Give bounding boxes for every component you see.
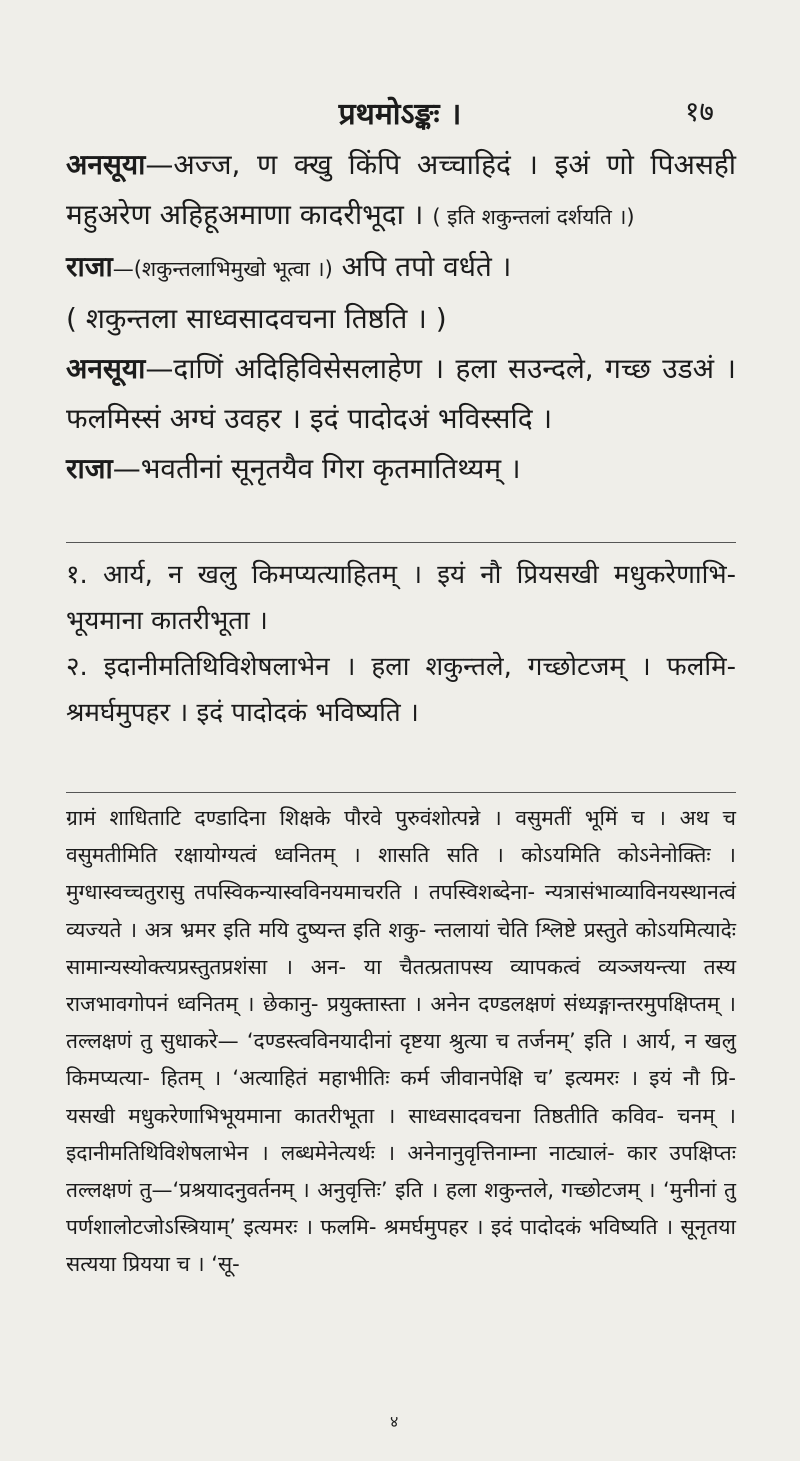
- dialogue-line: [66, 444, 736, 494]
- page-number: १७: [684, 95, 714, 128]
- chaya-item: १. आर्य, न खलु किमप्यत्याहितम् । इयं नौ प्रियसखी मधुकरेणाभि- भूयमाना कातरीभूता ।: [66, 560, 736, 636]
- commentary: [66, 800, 736, 1284]
- speaker-name: राजा: [66, 452, 113, 485]
- sanskrit-chaya: [66, 552, 736, 736]
- commentary-text: ग्रामं शाधिताटि दण्डादिना शिक्षके पौरवे पुरुवंशोत्पन्ने । वसुमतीं भूमिं च । अथ च वसुमतीमिति रक्षायोग्यत्वं ध्वनितम् । शासति सति । कोऽयमिति कोऽनेनोक्तिः । मुग्धास्वच्चतुरासु तपस्विकन्यास्वविनयमाचरति । तपस्विशब्देना- न्यत्रासंभाव्याविनयस्थानत्वं व्यज्यते । अत्र भ्रमर इति मयि दुष्यन्त इति शकु- न्तलायां चेति श्लिष्टे प्रस्तुते कोऽयमित्यादेः सामान्यस्योक्त्यप्रस्तुतप्रशंसा । अन- या चैतत्प्रतापस्य व्यापकत्वं व्यञ्जयन्त्या तस्य राजभावगोपनं ध्वनितम् । छेकानु- प्रयुक्तास्ता । अनेन दण्डलक्षणं संध्यङ्गान्तरमुपक्षिप्तम् । तल्लक्षणं तु सुधाकरे— ‘दण्डस्त्वविनयादीनां दृष्टया श्रुत्या च तर्जनम्’ इति । आर्य, न खलु किमप्यत्या- हितम् । ‘अत्याहितं महाभीतिः कर्म जीवानपेक्षि च’ इत्यमरः । इयं नौ प्रि- यसखी मधुकरेणाभिभूयमाना कातरीभूता । साध्वसादवचना तिष्ठतीति कविव- चनम् । इदानीमतिथिविशेषलाभेन । लब्धमेनेत्यर्थः । अनेनानुवृत्तिनाम्ना नाट्यालं- कार उपक्षिप्तः तल्लक्षणं तु—‘प्रश्रयादनुवर्तनम् । अनुवृत्तिः’ इति । हला शकुन्तले, गच्छोटजम् । ‘मुनीनां तु पर्णशालोटजोऽस्त्रियाम्’ इत्यमरः । फलमि- श्रमर्घमुपहर । इदं पादोदकं भविष्यति । सूनृतया सत्यया प्रियया च । ‘सू-: [66, 806, 736, 1277]
- drama-dialogue: [66, 140, 736, 494]
- dialogue-text: —दाणिं अदिहिविसेसलाहेण । हला सउन्दले, गच्छ उडअं । फलमिस्सं अग्घं उवहर । इदं पादोदअं भविस्सदि ।: [66, 352, 736, 435]
- dialogue-text: —अज्ज, ण क्खु किंपि अच्चाहिदं । इअं णो पिअसही महुअरेण अहिहूअमाणा कादरीभूदा ।: [66, 148, 736, 231]
- signature-mark: ४: [390, 1412, 399, 1431]
- dialogue-text: अपि तपो वर्धते ।: [332, 250, 512, 283]
- dialogue-line: [66, 344, 736, 444]
- dialogue-line: [66, 242, 736, 294]
- page-header: [0, 92, 800, 132]
- speaker-name: राजा: [66, 250, 113, 283]
- divider-rule: [66, 792, 736, 793]
- dialogue-line: [66, 140, 736, 242]
- speaker-name: अनसूया: [66, 148, 146, 181]
- stage-direction-centered: ( शकुन्तला साध्वसादवचना तिष्ठति । ): [66, 302, 447, 335]
- chaya-item: २. इदानीमतिथिविशेषलाभेन । हला शकुन्तले, गच्छोटजम् । फलमि- श्रमर्घमुपहर । इदं पादोदकं भविष्यति ।: [66, 652, 736, 728]
- divider-rule: [66, 542, 736, 543]
- running-head: प्रथमोऽङ्कः ।: [338, 97, 462, 132]
- stage-direction: —(शकुन्तलाभिमुखो भूत्वा ।): [112, 257, 333, 281]
- stage-direction: ( इति शकुन्तलां दर्शयति ।): [432, 205, 635, 229]
- speaker-name: अनसूया: [66, 352, 146, 385]
- dialogue-text: —भवतीनां सूनृतयैव गिरा कृतमातिथ्यम् ।: [112, 452, 521, 485]
